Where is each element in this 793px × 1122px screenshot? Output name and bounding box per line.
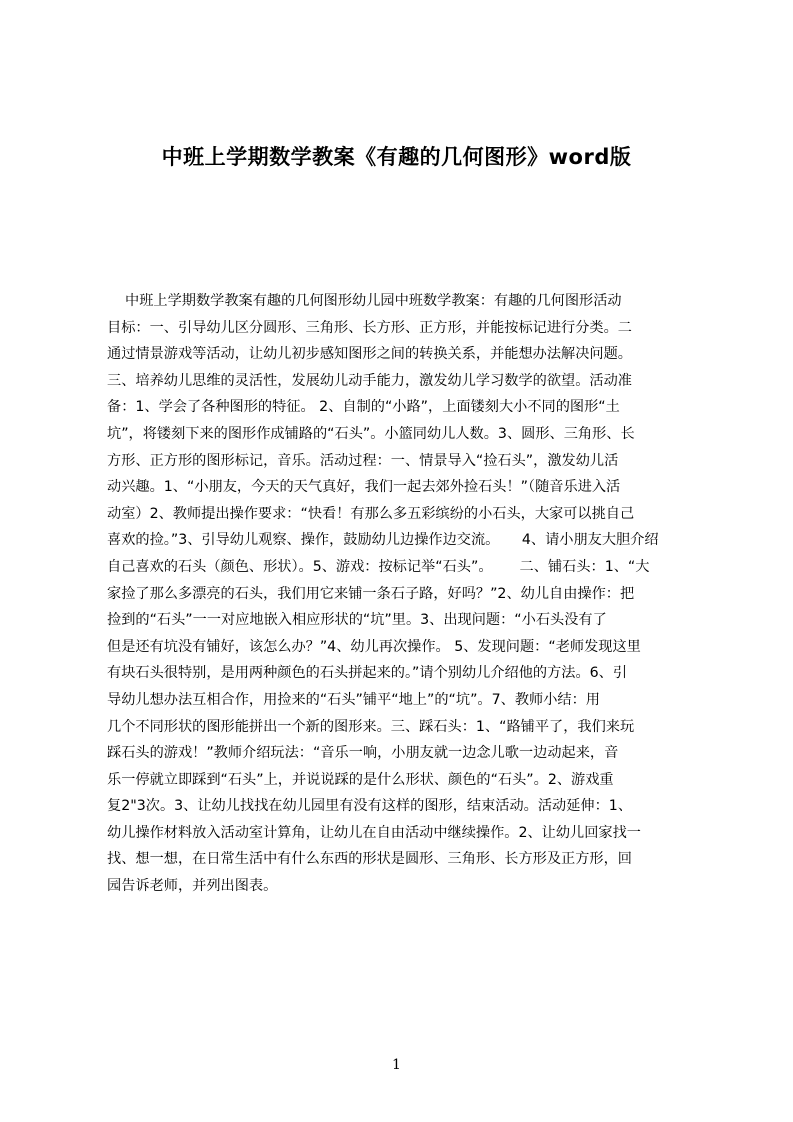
document-body bbox=[107, 288, 707, 900]
page-number: 1 bbox=[392, 1057, 401, 1073]
body-line: 家捡了那么多漂亮的石头，我们用它来铺一条石子路，好吗？”2、幼儿自由操作：把 bbox=[107, 585, 635, 602]
body-line: 导幼儿想办法互相合作，用捡来的“石头”铺平“地上”的“坑”。7、教师小结：用 bbox=[107, 691, 600, 708]
body-line: 几个不同形状的图形能拼出一个新的图形来。三、踩石头：1、“路铺平了，我们来玩 bbox=[107, 718, 635, 735]
body-line: 动室）2、教师提出操作要求：“快看！有那么多五彩缤纷的小石头，大家可以挑自己 bbox=[107, 505, 635, 522]
body-line: 捡到的“石头”一一对应地嵌入相应形状的“坑”里。3、出现问题：“小石头没有了 bbox=[107, 612, 607, 629]
body-line: 备：1、学会了各种图形的特征。 2、自制的“小路”，上面镂刻大小不同的图形“土 bbox=[107, 399, 620, 416]
body-line: 动兴趣。1、“小朋友，今天的天气真好，我们一起去郊外捡石头！”（随音乐进入活 bbox=[107, 479, 621, 496]
body-line: 方形、正方形的图形标记，音乐。活动过程：一、情景导入“捡石头”，激发幼儿活 bbox=[107, 452, 619, 469]
body-line: 喜欢的捡。”3、引导幼儿观察、操作，鼓励幼儿边操作边交流。 4、请小朋友大胆介绍 bbox=[107, 532, 659, 549]
body-line: 有块石头很特别，是用两种颜色的石头拼起来的。”请个别幼儿介绍他的方法。6、引 bbox=[107, 665, 628, 682]
body-line: 园告诉老师，并列出图表。 bbox=[107, 878, 278, 895]
body-line: 目标：一、引导幼儿区分圆形、三角形、长方形、正方形，并能按标记进行分类。二 bbox=[107, 319, 632, 336]
body-line: 但是还有坑没有铺好，该怎么办？”4、幼儿再次操作。 5、发现问题：“老师发现这里 bbox=[107, 638, 641, 655]
body-line: 三、培养幼儿思维的灵活性，发展幼儿动手能力，激发幼儿学习数学的欲望。活动准 bbox=[107, 372, 632, 389]
body-line: 中班上学期数学教案有趣的几何图形幼儿园中班数学教案：有趣的几何图形活动 bbox=[107, 293, 622, 309]
body-line: 幼儿操作材料放入活动室计算角，让幼儿在自由活动中继续操作。2、让幼儿回家找一 bbox=[107, 824, 641, 841]
body-line: 找、想一想，在日常生活中有什么东西的形状是圆形、三角形、长方形及正方形，回 bbox=[107, 851, 632, 868]
document-title: 中班上学期数学教案《有趣的几何图形》word版 bbox=[161, 145, 632, 169]
body-line: 自己喜欢的石头（颜色、形状）。5、游戏：按标记举“石头”。 二、铺石头：1、“大 bbox=[107, 558, 650, 575]
body-line: 复2"3次。3、让幼儿找找在幼儿园里有没有这样的图形，结束活动。活动延伸：1、 bbox=[107, 798, 633, 815]
body-line: 踩石头的游戏！”教师介绍玩法：“音乐一响，小朋友就一边念儿歌一边动起来，音 bbox=[107, 745, 619, 762]
body-line: 坑”，将镂刻下来的图形作成铺路的“石头”。小篮同幼儿人数。3、圆形、三角形、长 bbox=[107, 425, 635, 442]
body-line: 通过情景游戏等活动，让幼儿初步感知图形之间的转换关系，并能想办法解决问题。 bbox=[107, 346, 632, 363]
body-line: 乐一停就立即踩到“石头”上，并说说踩的是什么形状、颜色的“石头”。2、游戏重 bbox=[107, 771, 614, 788]
